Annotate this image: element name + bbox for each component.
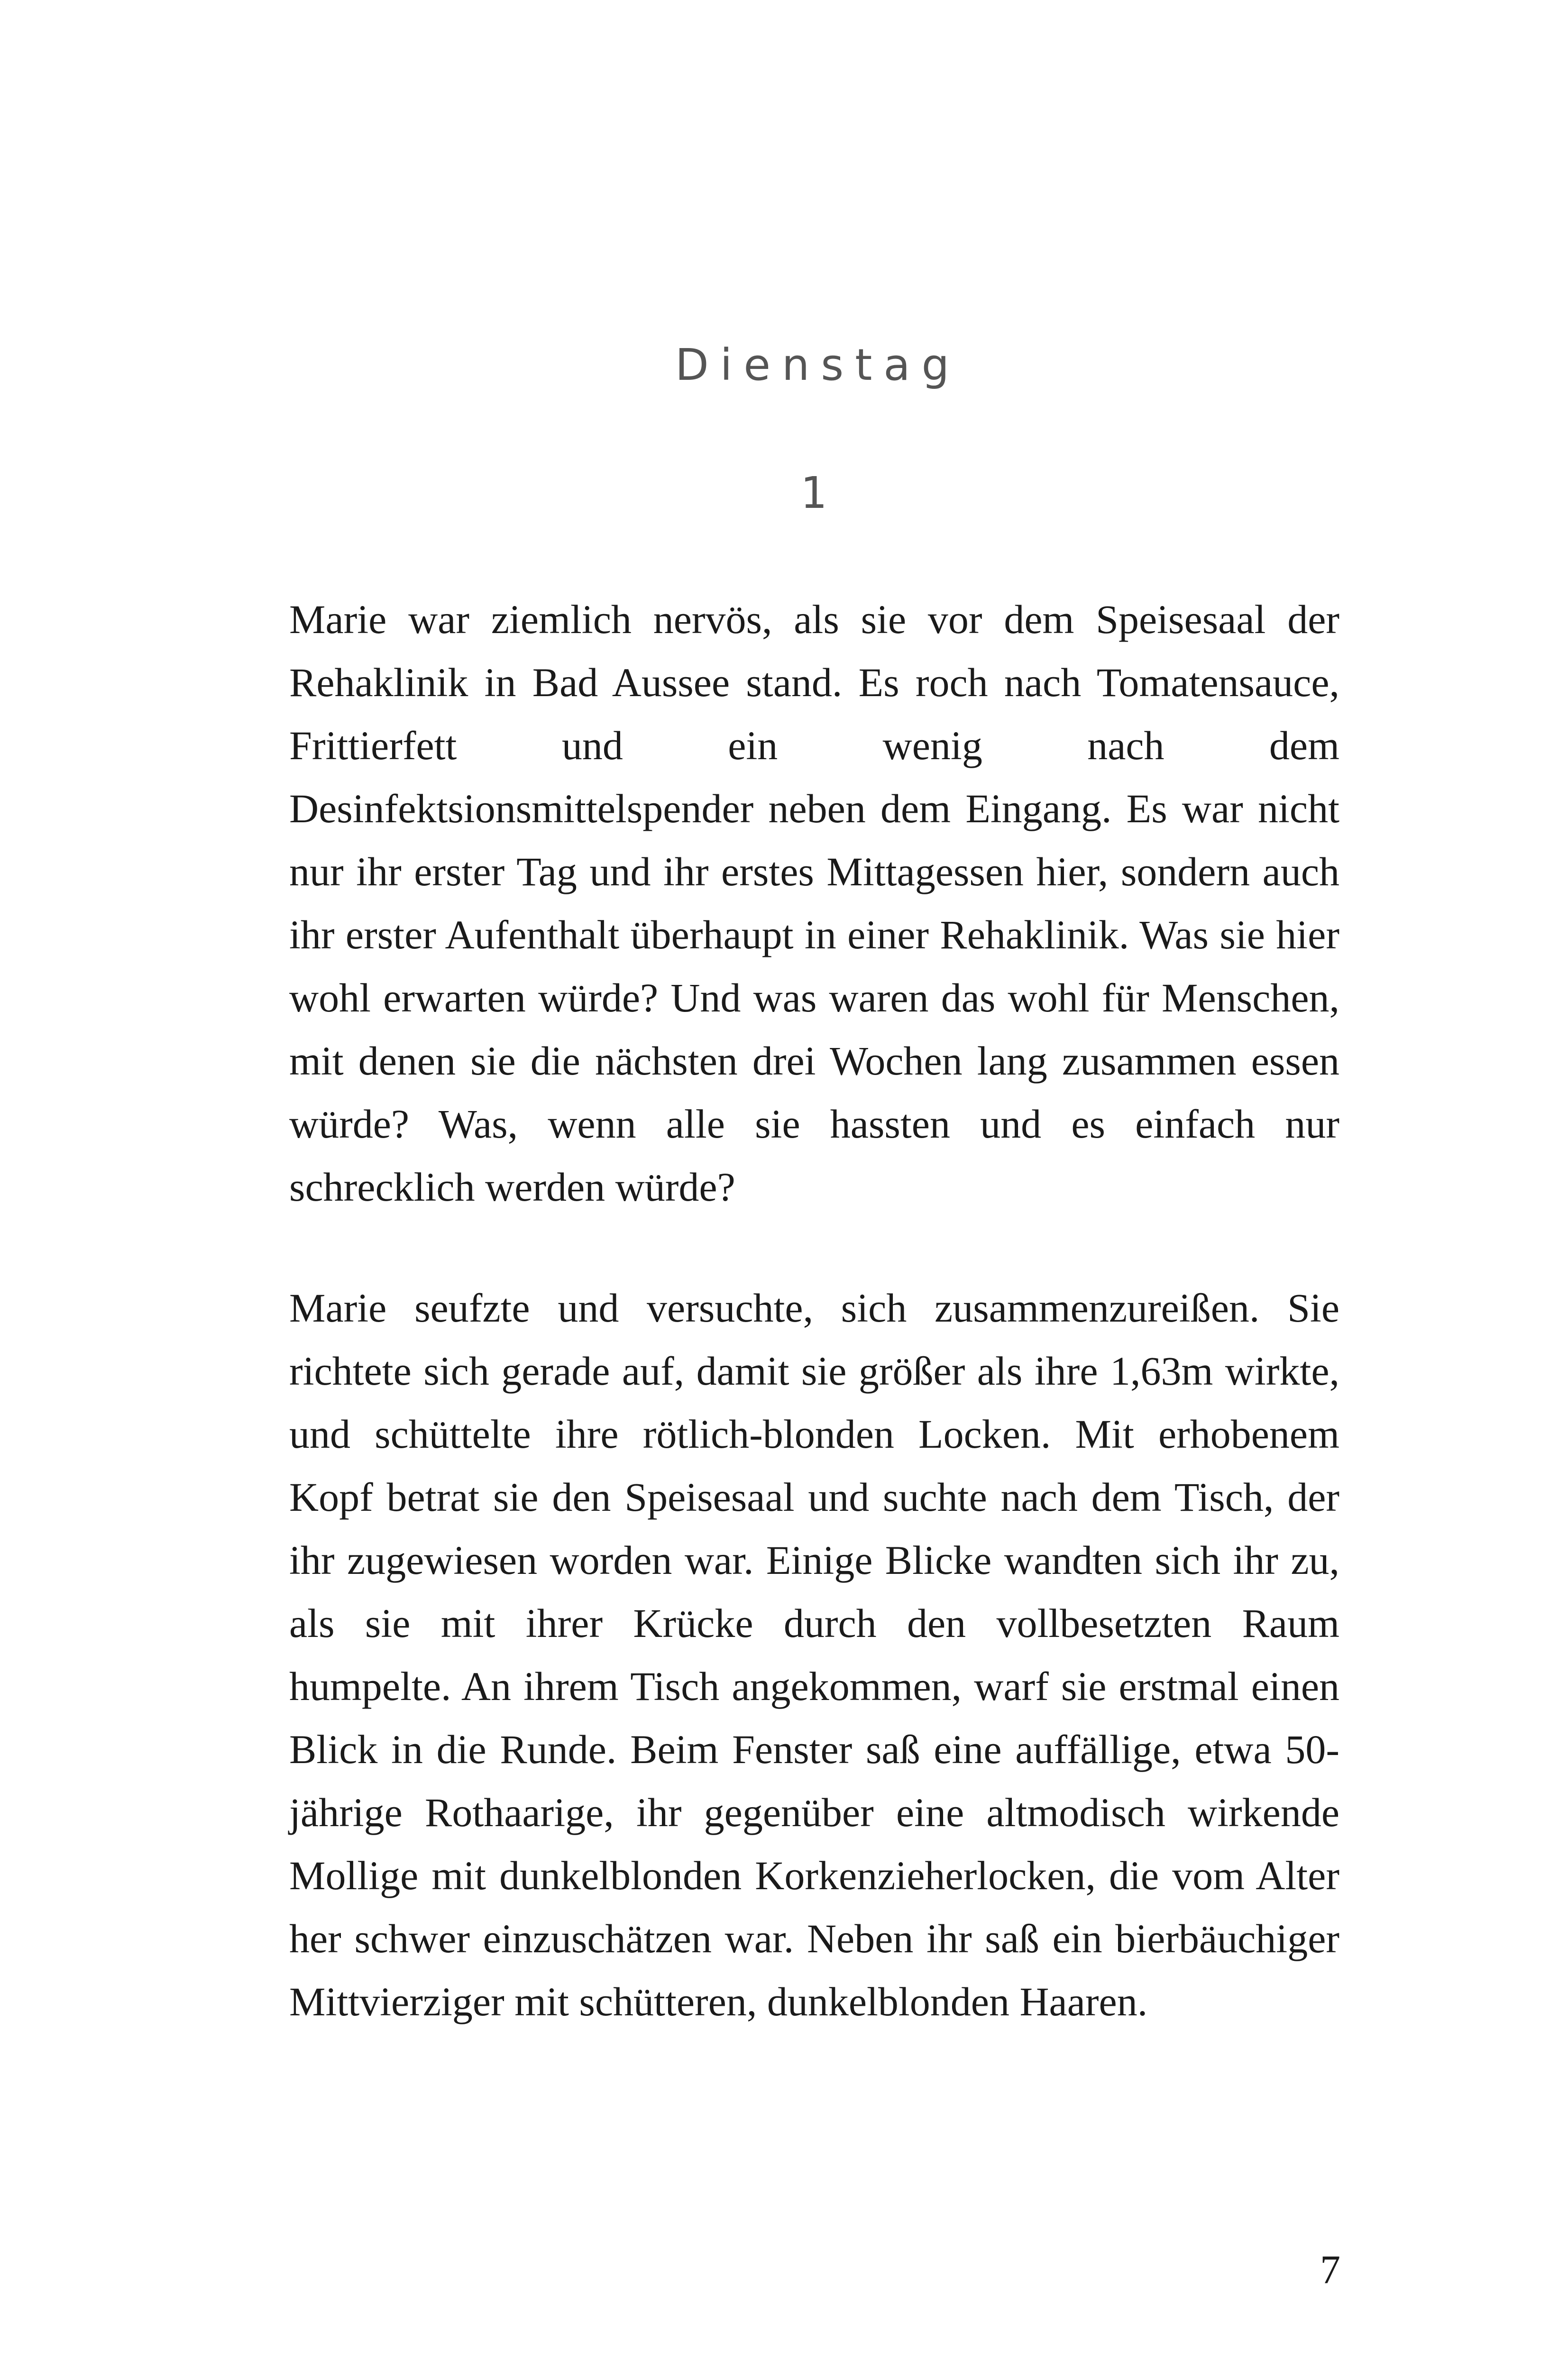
chapter-number: 1 [800,468,826,518]
paragraph-2: Marie seufzte und versuchte, sich zusammenzureißen. Sie richtete sich gerade auf, damit sie größer als ihre 1,63m wirkte, und schüttelte ihre rötlich-blonden Locken. Mit erhobenem Kopf betrat sie den Speisesaal und suchte nach dem Tisch, der ihr zugewiesen worden war. Einige Blicke wandten sich ihr zu, als sie mit ihrer Krücke durch den vollbesetzten Raum humpelte. An ihrem Tisch angekommen, warf sie erstmal einen Blick in die Runde. Beim Fenster saß eine auffällige, etwa 50-jährige Rothaarige, ihr gegenüber eine altmodisch wirkende Mollige mit dunkelblonden Korkenzieherlocken, die vom Alter her schwer einzuschätzen war. Neben ihr saß ein bierbäuchiger Mittvierziger mit schütteren, dunkelblonden Haaren. [289,1285,1339,2024]
paragraph-1: Marie war ziemlich nervös, als sie vor dem Speisesaal der Rehaklinik in Bad Aussee stand. Es roch nach Tomatensauce, Frittierfett und ein wenig nach dem Desinfektsionsmittelspender neben dem Eingang. Es war nicht nur ihr erster Tag und ihr erstes Mittagessen hier, sondern auch ihr erster Aufenthalt überhaupt in einer Rehaklinik. Was sie hier wohl erwarten würde? Und was waren das wohl für Menschen, mit denen sie die nächsten drei Wochen lang zusammen essen würde? Was, wenn alle sie hassten und es einfach nur schrecklich werden würde? [289,597,1339,1210]
chapter-day-title: Dienstag [675,340,961,390]
page-number: 7 [1320,2247,1340,2292]
